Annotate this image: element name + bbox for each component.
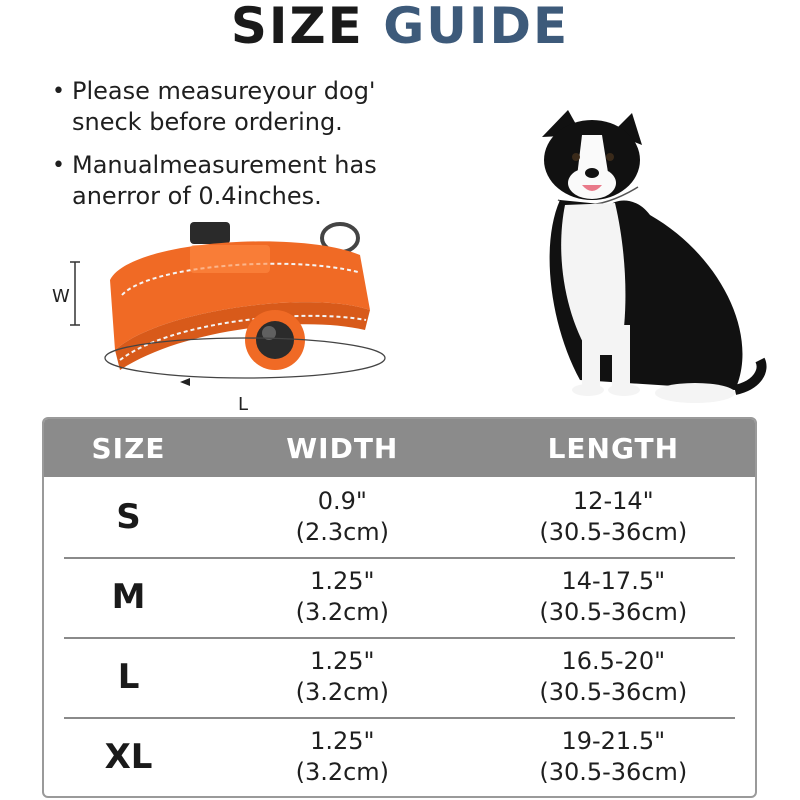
width-inches: 1.25" [310, 567, 375, 595]
width-cm: (3.2cm) [295, 678, 390, 706]
title-size: SIZE [230, 0, 364, 55]
width-cm: (3.2cm) [295, 598, 390, 626]
bullet-icon: • [52, 79, 65, 104]
table-row [44, 717, 755, 797]
dog-image [520, 105, 770, 410]
length-cm: (30.5-36cm) [539, 598, 688, 626]
measurement-notes [52, 76, 452, 224]
length-inches: 19-21.5" [561, 727, 666, 755]
table-row [44, 557, 755, 637]
length-inches: 12-14" [572, 487, 654, 515]
length-cell [472, 726, 755, 788]
page-title [0, 0, 800, 56]
header-length: LENGTH [547, 431, 680, 465]
size-cell: S [116, 497, 141, 537]
width-cell [213, 646, 472, 708]
width-indicator [52, 262, 80, 325]
buckle-icon [190, 222, 230, 244]
note-item [52, 76, 452, 138]
title-guide: GUIDE [383, 0, 570, 55]
note-text: Please measureyour dog' sneck before ordering. [72, 77, 376, 136]
width-cell [213, 726, 472, 788]
length-inches: 16.5-20" [561, 647, 666, 675]
table-row [44, 477, 755, 557]
width-cell [213, 566, 472, 628]
header-width: WIDTH [286, 431, 399, 465]
width-cm: (2.3cm) [295, 518, 390, 546]
width-label: W [52, 286, 70, 307]
collar-band [110, 241, 370, 370]
width-cm: (3.2cm) [295, 758, 390, 786]
size-table [42, 417, 757, 798]
length-cell [472, 486, 755, 548]
table-header [44, 419, 755, 477]
table-row [44, 637, 755, 717]
note-item [52, 150, 452, 212]
length-cell [472, 646, 755, 708]
width-inches: 0.9" [317, 487, 367, 515]
length-cm: (30.5-36cm) [539, 678, 688, 706]
length-label: L [238, 394, 249, 415]
length-cell [472, 566, 755, 628]
length-inches: 14-17.5" [561, 567, 666, 595]
length-cm: (30.5-36cm) [539, 518, 688, 546]
size-cell: M [111, 577, 146, 617]
size-cell: XL [104, 737, 153, 777]
width-cell [213, 486, 472, 548]
bullet-icon: • [52, 153, 65, 178]
width-inches: 1.25" [310, 727, 375, 755]
collar-diagram [40, 210, 400, 420]
width-inches: 1.25" [310, 647, 375, 675]
length-cm: (30.5-36cm) [539, 758, 688, 786]
size-cell: L [117, 657, 140, 697]
airtag-holder-icon [245, 310, 305, 370]
header-size: SIZE [91, 431, 166, 465]
note-text: Manualmeasurement has anerror of 0.4inches. [72, 151, 377, 210]
